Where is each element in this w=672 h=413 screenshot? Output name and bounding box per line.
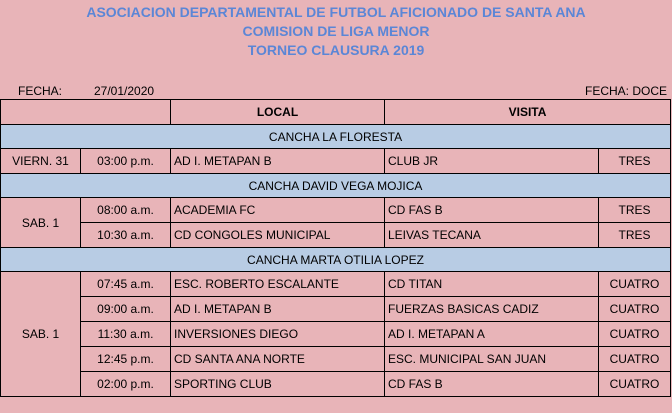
match-day: SAB. 1 [1,272,81,397]
match-time: 09:00 a.m. [81,297,171,322]
local-team: CD CONGOLES MUNICIPAL [171,223,385,248]
venue-row [1,125,671,149]
match-row [1,198,671,223]
header-blank-cell [1,100,171,125]
local-team: AD I. METAPAN B [171,149,385,174]
venue-name: CANCHA MARTA OTILIA LOPEZ [1,248,671,272]
visiting-team: CD TITAN [385,272,599,297]
match-row [1,223,671,248]
match-row [1,347,671,372]
match-group: CUATRO [599,272,671,297]
fecha-label: FECHA: [18,84,63,98]
local-team: INVERSIONES DIEGO [171,322,385,347]
visiting-team: AD I. METAPAN A [385,322,599,347]
match-time: 03:00 p.m. [81,149,171,174]
local-team: CD SANTA ANA NORTE [171,347,385,372]
venue-name: CANCHA DAVID VEGA MOJICA [1,174,671,198]
table-header-row [1,100,671,125]
match-group: CUATRO [599,322,671,347]
match-day: SAB. 1 [1,198,81,248]
match-group: TRES [599,223,671,248]
match-row [1,297,671,322]
association-title: ASOCIACION DEPARTAMENTAL DE FUTBOL AFICIONADO DE SANTA ANA [86,4,586,20]
venue-row [1,248,671,272]
match-group: CUATRO [599,372,671,397]
visiting-team: LEIVAS TECANA [385,223,599,248]
visita-column-header: VISITA [385,100,671,125]
match-time: 08:00 a.m. [81,198,171,223]
match-time: 07:45 a.m. [81,272,171,297]
match-group: CUATRO [599,347,671,372]
match-row [1,322,671,347]
match-time: 02:00 p.m. [81,372,171,397]
local-team: SPORTING CLUB [171,372,385,397]
match-row [1,372,671,397]
local-team: AD I. METAPAN B [171,297,385,322]
match-time: 10:30 a.m. [81,223,171,248]
venue-row [1,174,671,198]
local-column-header: LOCAL [171,100,385,125]
match-time: 11:30 a.m. [81,322,171,347]
match-group: CUATRO [599,297,671,322]
match-group: TRES [599,149,671,174]
visiting-team: ESC. MUNICIPAL SAN JUAN [385,347,599,372]
visiting-team: FUERZAS BASICAS CADIZ [385,297,599,322]
match-time: 12:45 p.m. [81,347,171,372]
local-team: ACADEMIA FC [171,198,385,223]
tournament-title: TORNEO CLAUSURA 2019 [247,42,425,58]
match-day: VIERN. 31 [1,149,81,174]
fecha-round: FECHA: DOCE [584,84,667,98]
visiting-team: CLUB JR [385,149,599,174]
local-team: ESC. ROBERTO ESCALANTE [171,272,385,297]
visiting-team: CD FAS B [385,372,599,397]
fixtures-table [0,99,671,397]
match-group: TRES [599,198,671,223]
visiting-team: CD FAS B [385,198,599,223]
venue-name: CANCHA LA FLORESTA [1,125,671,149]
fecha-date: 27/01/2020 [94,84,155,98]
match-row [1,272,671,297]
commission-title: COMISION DE LIGA MENOR [242,23,430,39]
match-row [1,149,671,174]
